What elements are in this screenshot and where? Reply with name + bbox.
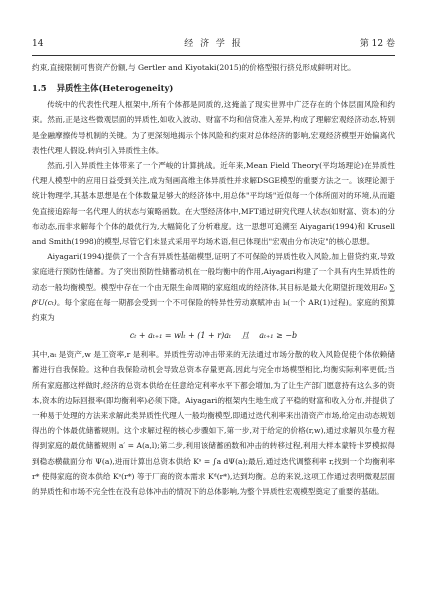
section-number: 1.5 xyxy=(32,83,47,94)
page-number: 14 xyxy=(32,39,44,49)
objective-formula: E₀ ∑ βᵗU(cₜ) xyxy=(32,282,395,307)
paragraph-intro: 传统中的代表性代理人框架中,所有个体都是同质的,这掩盖了现实世界中广泛存在的个体层面风险和约束。然而,正是这些微观层面的异质性,如收入波动、财富不均和信贷准入差异,构成了理解宏观经济动态,特别是金融摩擦传导机制的关键。为了更深刻地揭示个体风险和约束对总体经济的影响,宏观经济模型开始偏离代表性代理人假设,转向引入异质性主体。 xyxy=(32,100,395,155)
running-header xyxy=(32,38,395,50)
section-heading xyxy=(32,81,395,96)
paragraph-solution: 其中,aₜ 是资产,w 是工资率,r 是利率。异质性劳动冲击带来的无法通过市场分散的收入风险促使个体依赖储蓄进行自我保险。这种自我保险动机会导致总资本存量更高,因此与完全市场模型相比,均衡实际利率更低;当所有家庭都这样做时,经济的总资本供给在任意给定利率水平下都会增加,为了让生产部门愿意持有这么多的资本,资本的边际回报率(即均衡利率)必须下降。Aiyagari的框架内生地生成了平稳的财富和收入分布,并提供了一种易于处理的方法来求解此类异质性代理人一般均衡模型,即通过迭代利率来出清资产市场,给定由动态规划得出的个体最优储蓄规则。这个求解过程的核心步骤如下,第一步,对于给定的价格(r,w),通过求解贝尔曼方程得到家庭的最优储蓄规则 a′ = A(a,l);第二步,利用该储蓄函数和冲击的转移过程,利用大样本蒙特卡罗模拟得到稳态横截面分布 Ψ(a),进而计算出总资本供给 Kˢ = ∫a dΨ(a);最后,通过迭代调整利率 r,找到一个均衡利率 r* 使得家庭的资本供给 Kˢ(r*) 等于厂商的资本需求 Kᵈ(r*),达到均衡。总的来说,这项工作通过表明微观层面的异质性和市场不完全性在没有总体冲击的情况下的总体影响,为整个异质性宏观模型奠定了重要的基础。 xyxy=(32,350,395,497)
paragraph-continuation: 约束,直接限制可售资产份额,与 Gertler and Kiyotaki(2015)的价格型银行挤兑形成鲜明对比。 xyxy=(32,63,356,72)
journal-title: 经 济 学 报 xyxy=(184,39,243,49)
volume-label: 第 12 卷 xyxy=(359,39,395,49)
header-rule xyxy=(32,55,395,56)
body-text xyxy=(32,60,395,499)
paragraph-aiyagari xyxy=(32,249,395,325)
section-title: 异质性主体(Heterogeneity) xyxy=(56,83,174,94)
paragraph-mean-field: 然而,引入异质性主体带来了一个严峻的计算挑战。近年来,Mean Field Theory(平均场理论)在异质性代理人模型中的应用日益受到关注,成为刻画高维主体异质性并求解DSGE模型的重要方法之一。该理论源于统计物理学,其基本思想是在个体数量足够大的经济体中,用总体"平均场"近似每一个体所面对的环境,从而避免直接追踪每一名代理人的状态与策略函数。在大型经济体中,MFT通过研究代理人状态(如财富、资本)的分布动态,而非求解每个个体的最优行为,大幅简化了分析难度。这一思想可追溯至 Aiyagari(1994)和 Krusell and Smith(1998)的模型,尽管它们未显式采用平均场术语,但已体现出"宏观由分布决定"的核心思想。 xyxy=(32,161,395,247)
paragraph-aiyagari-part2: 。每个家庭在每一期都会受到一个不可保险的特异性劳动禀赋冲击 lₜ(一个 AR(1)过程)。家庭的预算约束为 xyxy=(32,297,395,323)
budget-constraint-equation: cₜ + aₜ₊₁ = wlₜ + (1 + r)aₜ 且 aₜ₊₁ ≥ −b xyxy=(129,331,298,341)
paragraph-aiyagari-part1: Aiyagari(1994)提供了一个含有异质性基础模型,证明了不可保险的异质性收入风险,加上借贷约束,导致家庭进行预防性储蓄。为了突出预防性储蓄动机在一般均衡中的作用,Aiyagari构建了一个具有内生异质性的动态一般均衡模型。模型中存在一个由无限生命周期的家庭组成的经济体,其目标是最大化期望折现效用 xyxy=(32,252,395,292)
